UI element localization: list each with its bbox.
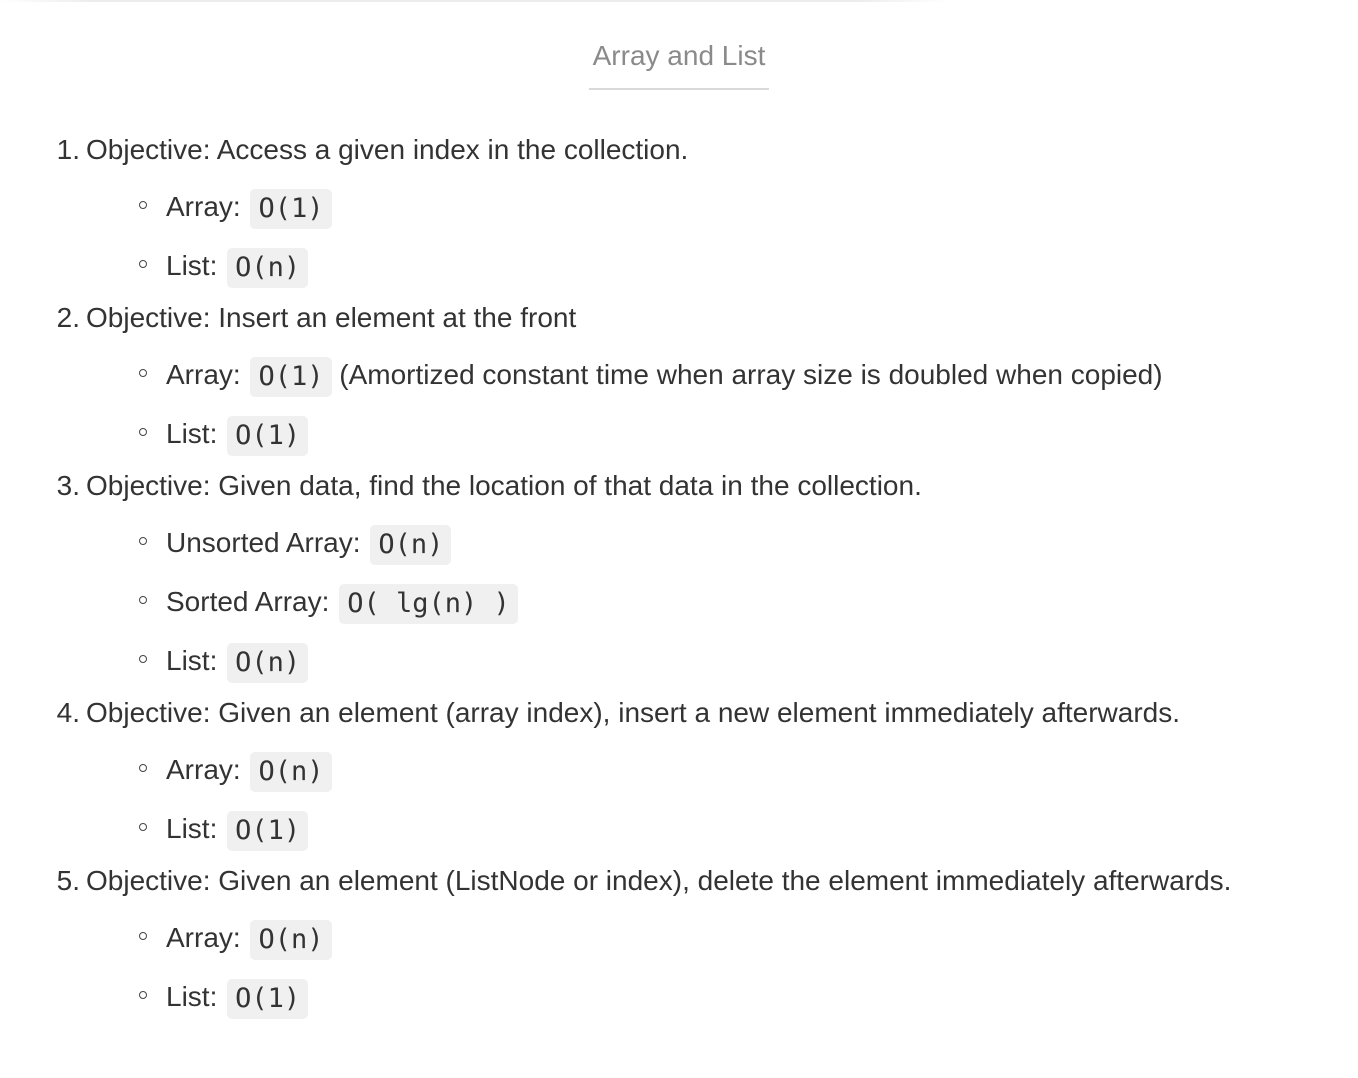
objective-item [0,858,1231,1026]
complexity-list [0,345,1231,463]
structure-label: Sorted Array: [166,586,330,617]
complexity-list [0,513,1231,690]
complexity-code: O( lg(n) ) [339,584,518,624]
objective-text: Objective: Given an element (array index), insert a new element immediately afterwards. [86,697,1181,728]
complexity-item [0,236,1231,295]
complexity-item [0,967,1231,1026]
structure-label: List: [166,250,218,281]
structure-label: Array: [166,191,241,222]
structure-label: Array: [166,359,241,390]
objective-line [0,690,1231,736]
complexity-code: O(1) [250,189,331,229]
caption-text: Array and List [589,38,770,90]
complexity-item [0,572,1231,631]
hollow-circle-bullet-icon [139,991,147,999]
hollow-circle-bullet-icon [139,260,147,268]
complexity-code: O(1) [227,979,308,1019]
structure-label: Array: [166,754,241,785]
complexity-item [0,908,1231,967]
objective-item [0,690,1231,858]
complexity-list [0,740,1231,858]
complexity-item [0,177,1231,236]
complexity-code: O(1) [250,357,331,397]
complexity-code: O(n) [227,248,308,288]
objective-item [0,463,1231,690]
objective-line [0,295,1231,341]
objective-text: Objective: Given an element (ListNode or index), delete the element immediately afterwards. [86,865,1232,896]
objectives-list [0,127,1231,1026]
complexity-code: O(n) [250,752,331,792]
complexity-list [0,908,1231,1026]
complexity-item [0,345,1231,404]
structure-label: List: [166,418,218,449]
complexity-note: (Amortized constant time when array size is doubled when copied) [339,359,1163,390]
objective-line [0,127,1231,173]
complexity-code: O(n) [227,643,308,683]
hollow-circle-bullet-icon [139,201,147,209]
structure-label: List: [166,645,218,676]
complexity-item [0,740,1231,799]
structure-label: List: [166,981,218,1012]
complexity-code: O(1) [227,416,308,456]
hollow-circle-bullet-icon [139,537,147,545]
hollow-circle-bullet-icon [139,764,147,772]
structure-label: Array: [166,922,241,953]
hollow-circle-bullet-icon [139,655,147,663]
complexity-code: O(n) [250,920,331,960]
structure-label: Unsorted Array: [166,527,361,558]
structure-label: List: [166,813,218,844]
hollow-circle-bullet-icon [139,596,147,604]
objective-text: Objective: Access a given index in the collection. [86,134,689,165]
top-divider [0,0,950,2]
objective-number: 1. [56,134,80,165]
complexity-item [0,404,1231,463]
complexity-item [0,631,1231,690]
objective-number: 5. [56,865,80,896]
objective-number: 3. [56,470,80,501]
caption [0,38,1358,90]
objective-line [0,463,1231,509]
hollow-circle-bullet-icon [139,823,147,831]
complexity-code: O(n) [370,525,451,565]
objective-number: 2. [56,302,80,333]
complexity-list [0,177,1231,295]
objective-line [0,858,1231,904]
objective-text: Objective: Insert an element at the front [86,302,577,333]
hollow-circle-bullet-icon [139,932,147,940]
objective-item [0,295,1231,463]
objective-item [0,127,1231,295]
complexity-item [0,799,1231,858]
objective-number: 4. [56,697,80,728]
hollow-circle-bullet-icon [139,369,147,377]
complexity-code: O(1) [227,811,308,851]
hollow-circle-bullet-icon [139,428,147,436]
complexity-item [0,513,1231,572]
objective-text: Objective: Given data, find the location of that data in the collection. [86,470,922,501]
